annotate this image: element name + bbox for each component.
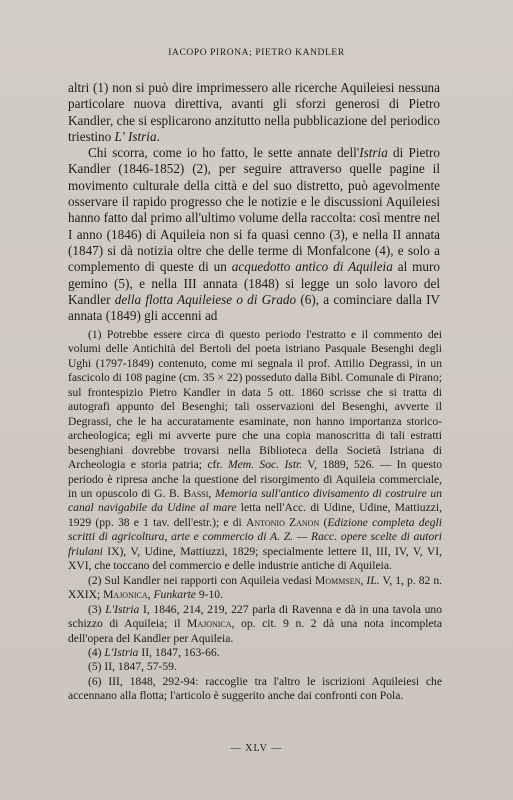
footnote: (1) Potrebbe essere circa di questo periodo l'estratto e il commento dei volumi delle Antichità del Bertoli del poeta istriano Pasquale Besenghi degli Ughi (1797-1849) contenuto, come mi segnala il prof. Attilio Degrassi, in un fascicolo di 108 pagine (cm. 35 × 22) posseduto dalla Bibl. Comunale di Pirano; sul frontespizio Pietro Kandler in data 5 ott. 1860 scrisse che si tratta di autografi appunto del Besenghi; tali osservazioni del Besenghi, avverte il Degrassi, che le ha accuratamente esaminate, non hanno importanza storico-archeologica; egli mi avverte pure che una copia manoscritta di tali estratti besenghiani dovrebbe trovarsi nella Biblioteca della Società Istriana di Archeologia e storia patria; cfr. Mem. Soc. Istr. V, 1889, 526. — In questo periodo è ripresa anche la questione del risorgimento di Aquileia commerciale, in un opuscolo di G. B. Bassi, Memoria sull'antico divisamento di costruire un canal navigabile da Udine al mare letta nell'Acc. di Udine, Udine, Mattiuzzi, 1929 (pp. 38 e 1 tav. dell'estr.); e di Antonio Zanon (Edizione completa degli scritti di agricoltura, arte e commercio di A. Z. — Racc. opere scelte di autori friulani IX), V, Udine, Mattiuzzi, 1829; specialmente lettere II, III, IV, V, VI, XVI, che toccano del commercio e delle industrie antiche di Aquileia.: [68, 328, 443, 573]
paragraph: Chi scorra, come io ho fatto, le sette annate dell'Istria di Pietro Kandler (1846-1852) (2), per seguire attraverso quelle pagine il movimento culturale della città e del suo distretto, può agevolmente osservare il rapido progresso che le notizie e le discussioni Aquileiesi hanno fatto dal primo all'ultimo volume della raccolta: così mentre nel I anno (1846) di Aquileia non si fa quasi cenno (3), e nella II annata (1847) si dà notizia oltre che delle terme di Monfalcone (4), e solo a complemento di queste di un acquedotto antico di Aquileia al muro gemino (5), e nella III annata (1848) si legge un solo lavoro del Kandler della flotta Aquileiese o di Grado (6), a cominciare dalla IV annata (1849) gli accenni ad: [68, 145, 441, 324]
footnote: (4) L'Istria II, 1847, 163-66.: [88, 645, 220, 659]
footnote: (3) L'Istria I, 1846, 214, 219, 227 parla di Ravenna e dà in una tavola uno schizzo di Aquileia; il Majonica, op. cit. 9 n. 2 dà una nota incompleta dell'opera del Kandler per Aquileia.: [68, 602, 443, 645]
footnote: (2) Sul Kandler nei rapporti con Aquileia vedasi Mommsen, IL. V, 1, p. 82 n. XXIX; Majonica, Funkarte 9-10.: [68, 573, 443, 602]
footnote: (5) II, 1847, 57-59.: [88, 660, 177, 674]
footnotes: [68, 328, 442, 704]
running-header: IACOPO PIRONA; PIETRO KANDLER: [168, 48, 345, 58]
page-number: — XLV —: [230, 743, 283, 754]
paragraph: altri (1) non si può dire imprimessero alle ricerche Aquileiesi nessuna particolare nuova direttiva, avanti gli sforzi generosi di Pietro Kandler, che si esplicarono anzitutto nella pubblicazione del periodico triestino L' Istria.: [68, 80, 440, 144]
main-text: [68, 80, 440, 324]
footnote: (6) III, 1848, 292-94: raccoglie tra l'altro le iscrizioni Aquileiesi che accennano alla flotta; l'articolo è suggerito anche dai confronti con Pola.: [68, 674, 442, 703]
